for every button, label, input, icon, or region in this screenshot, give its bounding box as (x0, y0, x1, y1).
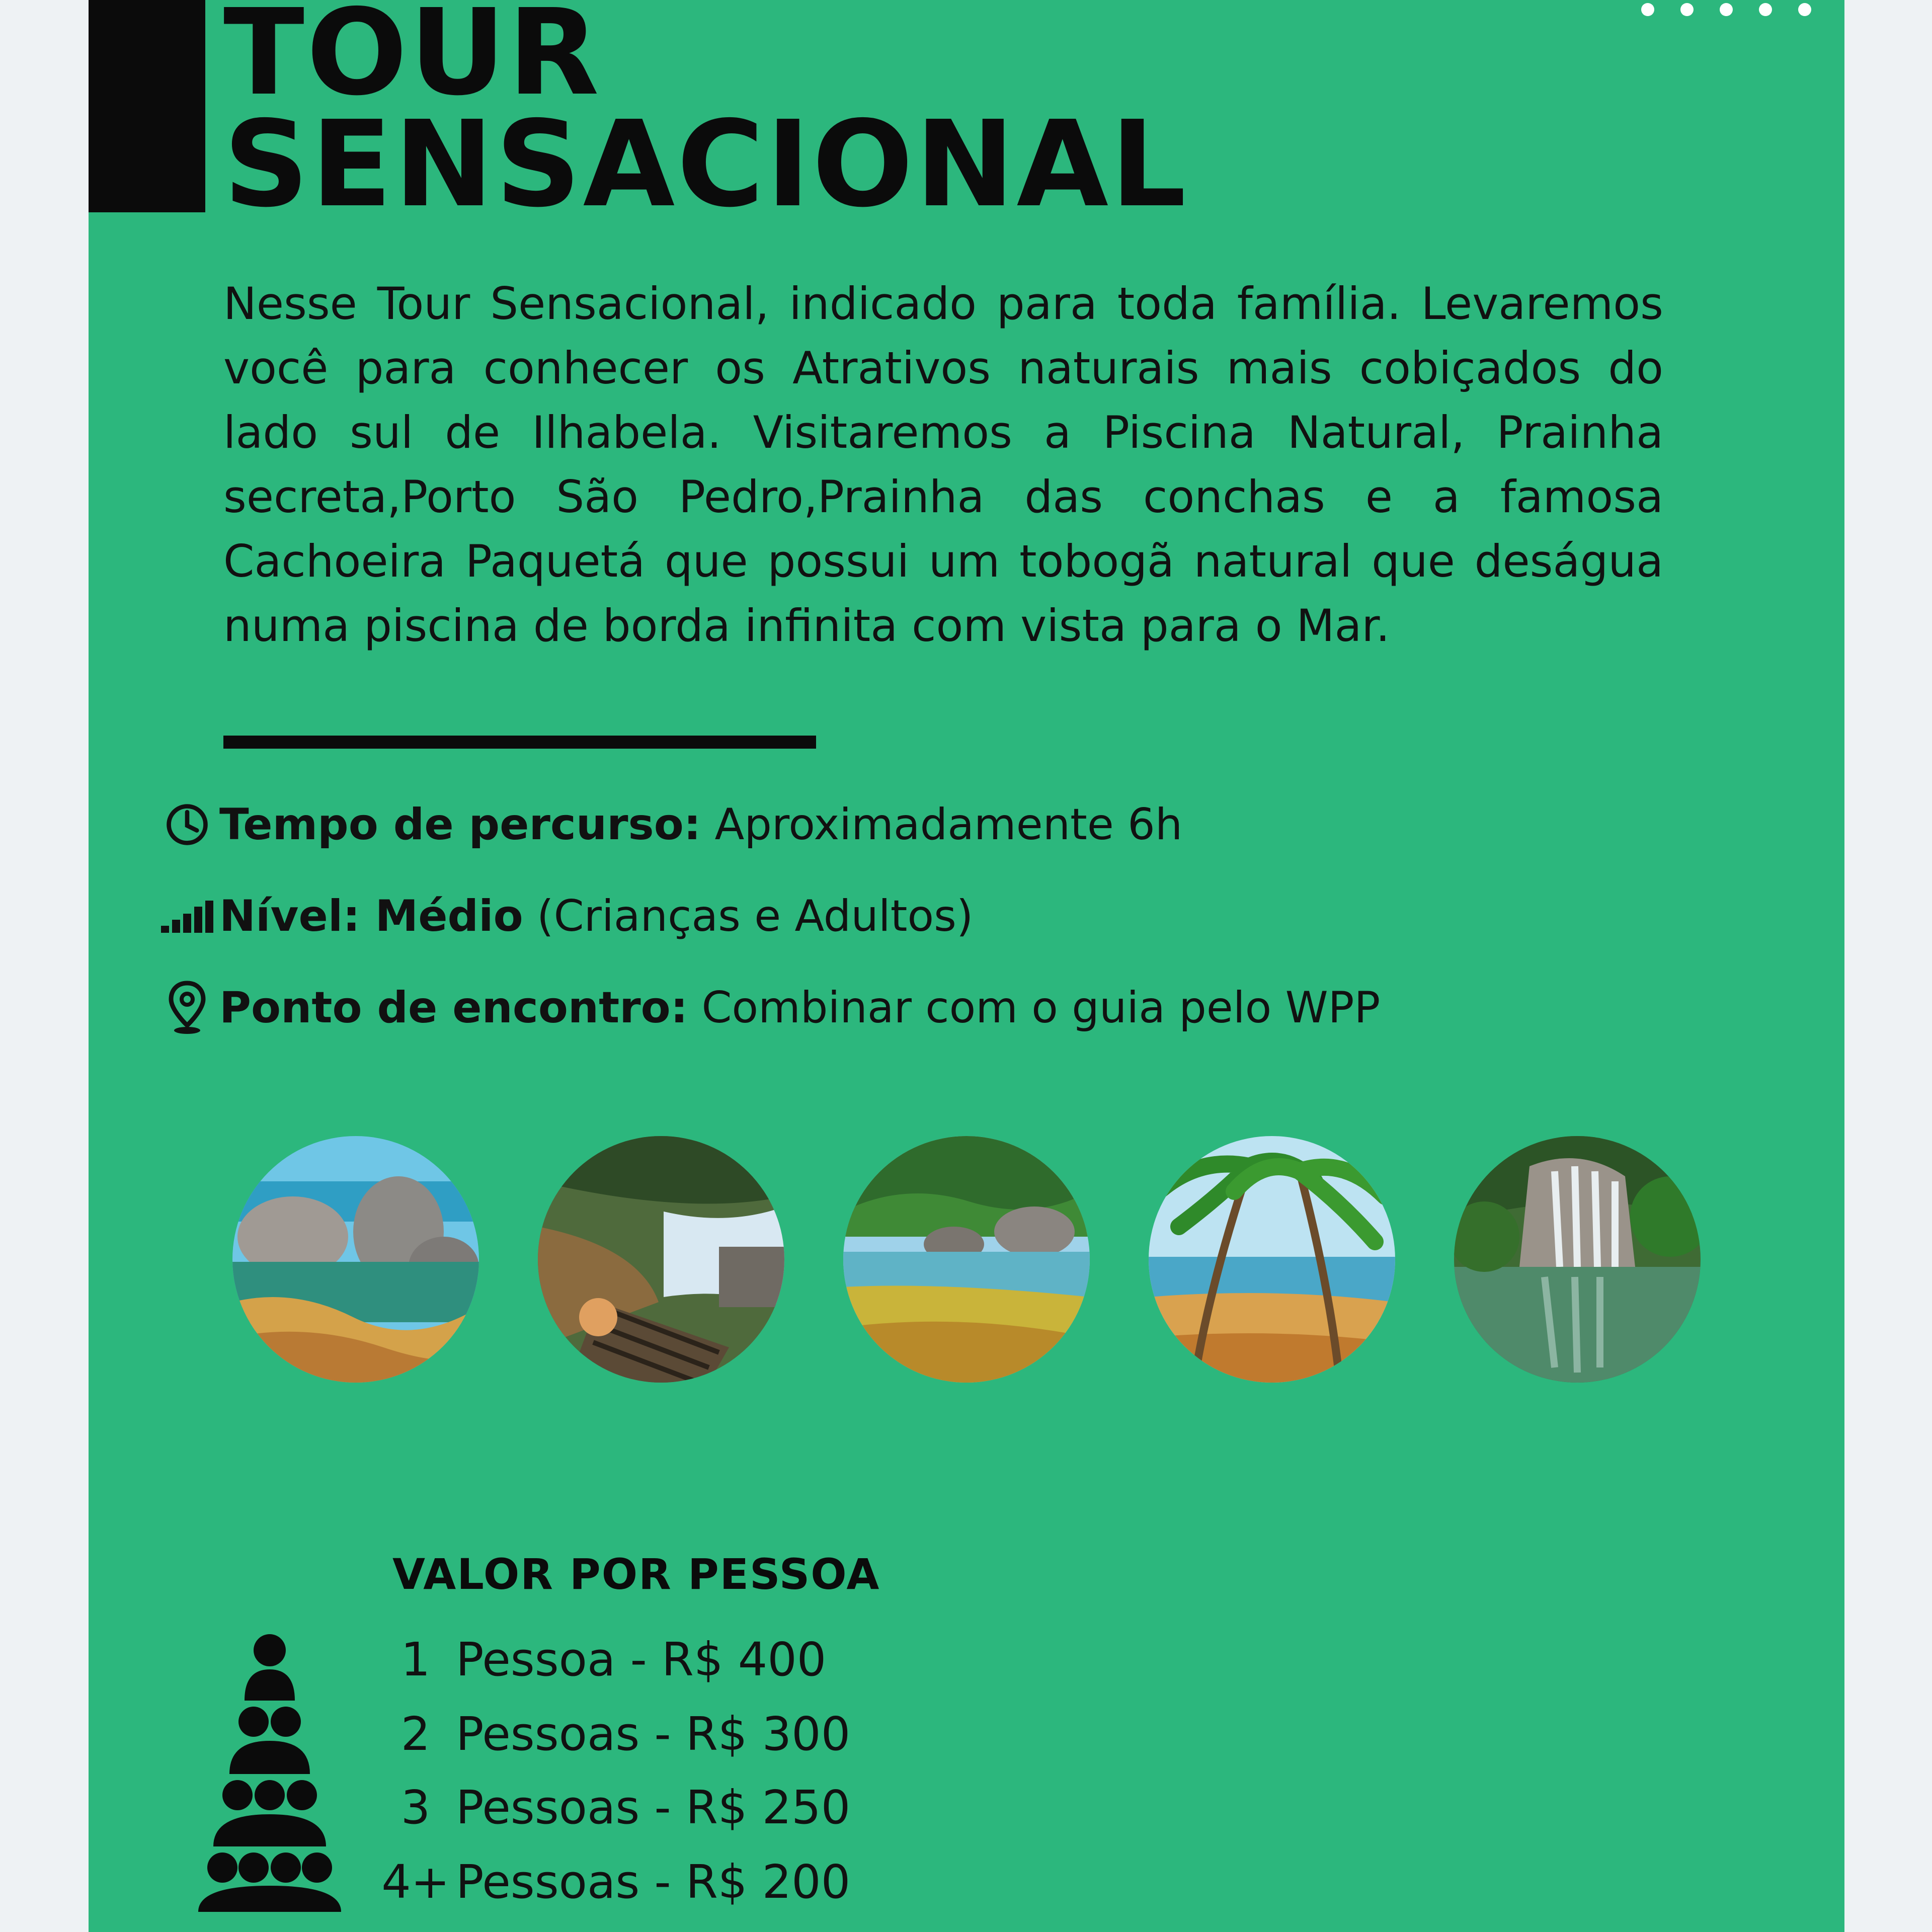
signal-bars-icon (157, 886, 217, 946)
page-title (223, 0, 1188, 233)
photo-prainha-das-conchas (1149, 1136, 1395, 1383)
price-text: Pessoas - R$ 200 (456, 1855, 851, 1909)
info-value-duration: Aproximadamente 6h (701, 799, 1183, 850)
map-pin-icon (157, 978, 217, 1038)
photo-gallery (232, 1136, 1792, 1388)
info-row-meeting-point (157, 975, 1817, 1040)
price-count: 2 (400, 1707, 431, 1761)
dot (1680, 3, 1694, 16)
info-label-level: Nível: Médio (219, 891, 523, 941)
info-row-duration (157, 792, 1817, 857)
clock-icon (157, 794, 217, 855)
section-divider (223, 736, 816, 749)
pricing-title: VALOR POR PESSOA (392, 1550, 880, 1599)
title-accent-bar (89, 0, 205, 212)
tour-card (89, 0, 1844, 1932)
title-line-2: SENSACIONAL (223, 95, 1188, 233)
dot (1759, 3, 1772, 16)
price-row (375, 1852, 850, 1912)
decorative-dots (1641, 3, 1811, 16)
info-row-level (157, 883, 1817, 949)
price-text: Pessoas - R$ 250 (456, 1780, 851, 1834)
photo-piscina-natural (232, 1136, 479, 1383)
info-value-meeting: Combinar com o guia pelo WPP (688, 983, 1381, 1033)
photo-cachoeira-paqueta (1454, 1136, 1701, 1383)
dot (1641, 3, 1654, 16)
photo-prainha-secreta (538, 1136, 784, 1383)
info-label-meeting: Ponto de encontro: (219, 983, 688, 1033)
price-count: 4+ (381, 1855, 450, 1909)
title-line-1: TOUR (223, 0, 601, 122)
price-text: Pessoas - R$ 300 (456, 1707, 851, 1761)
price-row (375, 1777, 850, 1837)
price-text: Pessoa - R$ 400 (456, 1632, 827, 1686)
tour-description: Nesse Tour Sensacional, indicado para toda família. Levaremos você para conhecer os Atrativos naturais mais cobiçados do lado sul de Ilhabela. Visitaremos a Piscina Natural, Prainha secreta,Porto São Pedro,Prainha das conchas e a famosa Cachoeira Paquetá que possui um tobogã natural que deságua numa piscina de borda infinita com vista para o Mar. (223, 278, 1663, 652)
price-row (375, 1629, 826, 1689)
info-label-duration: Tempo de percurso: (219, 799, 701, 850)
price-count: 3 (400, 1780, 431, 1834)
info-value-level: (Crianças e Adultos) (523, 891, 974, 941)
price-count: 1 (400, 1632, 431, 1686)
people-group-icon (194, 1630, 345, 1912)
dot (1720, 3, 1733, 16)
dot (1798, 3, 1811, 16)
photo-porto-sao-pedro (843, 1136, 1090, 1383)
price-row (375, 1704, 850, 1764)
